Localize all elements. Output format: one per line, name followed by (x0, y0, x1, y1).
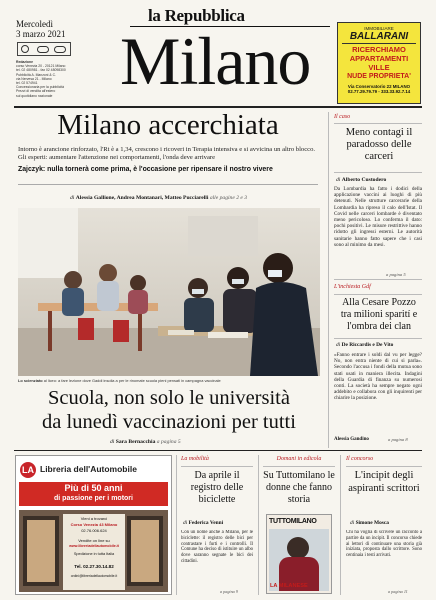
sidebar-mid-page-ref: a pagina 8 (388, 437, 408, 442)
ad-delivery: Spedizione in tutta Italia (73, 552, 115, 556)
libreria-automobile-ad[interactable] (15, 455, 172, 595)
lead-subhead: Zajczyk: nulla tornerà come prima, è l'occasione per ripensare il nostro vivere (18, 166, 273, 173)
lead-byline: di Alessia Gallione, Andrea Montanari, Matteo Pucciarelli alle pagine 2 e 3 (70, 195, 248, 201)
sidebar-mid-byline: di De Riccardis e De Vito (336, 342, 394, 348)
sidebar-mid-text: «Fanno entrare i soldi dal vu per legge? No, non entra niente di cui si parla». Secondo l'accusa i fondi della mutua sono stati usati in maniera illecita. Indagini della Guardia di finanza su numerosi conti. La società ha sempre negato ogni addebito e collabora con gli inquirenti per chiarire la posizione. (334, 352, 422, 402)
col-contest-kicker: Il concorso (346, 456, 374, 462)
col-contest-page-ref: a pagina 11 (388, 589, 408, 594)
rain-icon (54, 46, 66, 53)
ad-line3: VILLE (368, 63, 390, 72)
mag-cover-text: LA MILANESE (270, 583, 308, 589)
ad-agency-name: BALLARANI (349, 31, 409, 42)
sidebar-top-text: Da Lombardia ha fatto i dodici della applicazione vaccini ai luoghi di più detenuti. Nelle strutture carcerarie della Lombardia ha ripreso il calo dell'Istat. Il Covid nelle carceri lombarde è diventato meno pericoloso. Lo conferma il dato: pochi positivi. Le misure restrittive hanno ridotto gli ingressi esterni. Le autorità sanitarie hanno fatto sapere che i casi sono al minimo da mesi. (334, 186, 422, 248)
ad-address: Via Conservatorio 22 MILANO (347, 84, 411, 89)
col-tuttomilano-kicker: Domani in edicola (276, 456, 322, 462)
ad-phone: 02.76.006.624 (81, 528, 107, 533)
sun-icon (21, 45, 29, 53)
col-bike-headline[interactable]: Da aprile il registro delle biciclette (190, 470, 244, 505)
col-bike-text: Con un nome anche a Milano, per le biciclette: il registro delle bici per contrastare i furti e i controlli. Il Comune ha deciso di istituire un albo dove saranno segnate le bici dei cittadini. (181, 530, 253, 564)
sidebar-mid-author: Alessia Gandino (334, 437, 369, 442)
ad-slogan: Più di 50 anni di passione per i motori (19, 482, 168, 506)
ad-agency-label: IMMOBILIARE (364, 26, 394, 31)
ad-website[interactable]: www.libreriadellautomobile.it (69, 544, 119, 548)
col-contest-headline[interactable]: L'incipit degli aspiranti scrittori (348, 470, 420, 494)
issue-day: Mercoledì (16, 19, 53, 29)
sidebar-mid-headline[interactable]: Alla Cesare Pozzo tra milioni sparití e l'ombra dei clan (340, 297, 418, 332)
ad-email[interactable]: ordini@libreriadellautomobile.it (70, 574, 118, 578)
cloud-icon (37, 46, 49, 53)
ad-phones: 02.77.29.79.79 - 333.33.92.7.14 (347, 89, 411, 94)
col-tuttomilano-headline[interactable]: Su Tuttomilano le donne che fanno storia (263, 470, 335, 505)
ad-brand: Libreria dell'Automobile (40, 464, 137, 474)
school-byline: di Sara Bernacchia a pagina 5 (110, 439, 181, 445)
mag-cover-photo (269, 529, 329, 591)
classroom-photo-image (18, 208, 320, 376)
school-headline[interactable]: Scuola, non solo le università da lunedì vaccinazioni per tutti (42, 387, 296, 433)
ad-line4: NUDE PROPRIETA' (347, 73, 411, 80)
weather-icons (17, 42, 71, 56)
edition-title: Milano (120, 23, 311, 99)
col-bike-byline: di Federica Venni (183, 520, 224, 526)
sidebar-mid-kicker: L'inchiesta Gdf (334, 284, 371, 290)
ad-logo-icon: LA (20, 462, 36, 478)
mag-title: TUTTOMILANO (269, 518, 317, 525)
ad-line1: RICERCHIAMO (352, 45, 406, 54)
storefront-image (19, 510, 168, 592)
col-contest-text: Chi ha voglia di scrivere un racconto a partire da un incipit. Il concorso chiede ai lettori di continuare una storia già iniziata, proposta dallo scrittore. Sono centinaia i testi arrivati. (346, 530, 422, 559)
issue-date: 3 marzo 2021 (16, 29, 66, 39)
ad-line2: APPARTAMENTI (349, 54, 409, 63)
col-bike-page-ref: a pagina 9 (220, 589, 238, 594)
masthead-info: Redazione corso Venezia 20 - 20121 Milano tel. 02 480981 - fax 02 48098300 Pubblicità A. Manzoni & C. via Nervesa 21 - Milano tel. 02 574941 Concessionaria per la pubblicità Prezzi di vendita all'estero sul quotidiano nazionale (16, 60, 66, 98)
ballarani-ad[interactable] (337, 22, 421, 104)
classroom-photo[interactable] (18, 208, 320, 376)
lead-deck: Intorno è arancione rinforzato, l'Rt è a 1,34, crescono i ricoveri in Terapia intensiva e si avvicina un altro blocco. Gli esperti: aumentare l'attenzione nei comportamenti, l'onda deve arrivare (18, 146, 316, 162)
tuttomilano-cover[interactable] (266, 514, 332, 594)
sidebar-top-headline[interactable]: Meno contagi il paradosso delle carceri (345, 127, 413, 162)
sidebar-top-byline: di Alberto Custodero (336, 177, 387, 183)
col-contest-byline: di Simone Mosca (350, 520, 389, 526)
photo-caption: Lo scienziato al liceo: a fare lezione dove Gaddi insolia a per le rinomate scuola pieni pensati in campagna vaccinale (18, 378, 221, 383)
lead-headline[interactable]: Milano accerchiata (57, 109, 279, 141)
ad-visit-label: Vieni a trovarci (80, 516, 108, 521)
sidebar-top-kicker: Il caso (334, 114, 351, 120)
brand-logo: la Repubblica (148, 6, 245, 25)
sidebar-top-page-ref: a pagina 5 (386, 272, 406, 277)
ad-address: Corso Venezia 43 Milano (70, 522, 118, 527)
ad-online-label: Vendite on line su (78, 538, 110, 543)
ad-tel: Tel. 02.27.30.14.82 (74, 564, 114, 569)
col-bike-kicker: La mobilità (181, 456, 209, 462)
